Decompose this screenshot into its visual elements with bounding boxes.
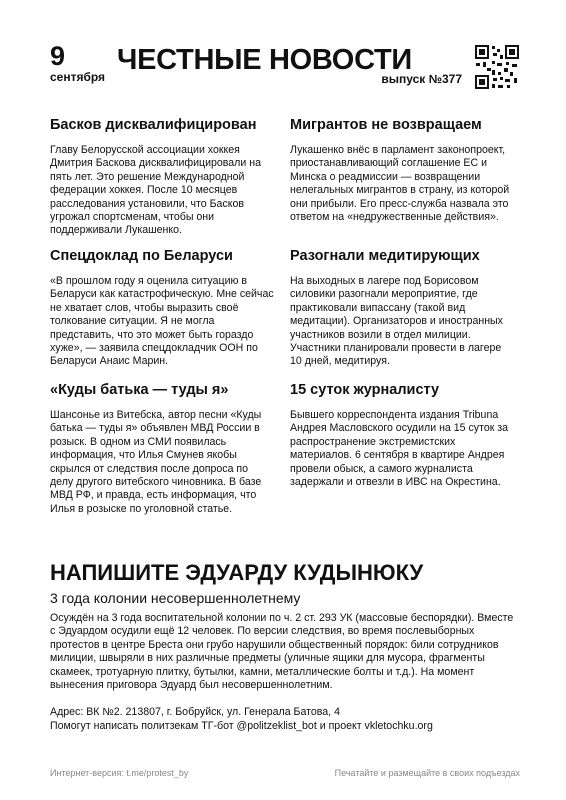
issue-day: 9 [50,41,66,71]
article-title: 15 суток журналисту [290,382,440,398]
article [50,381,274,516]
appeal-contacts [50,706,520,733]
appeal-title: НАПИШИТЕ ЭДУАРДУ КУДЫНЮКУ [50,560,424,585]
article-body: Шансонье из Витебска, автор песни «Куды батька — туды я» объявлен МВД России в розыск. В одном из СМИ появилась информация, что Илья Смунев якобы скрылся от следствия после допроса по делу другого витебского чиновника. В базе МВД РФ, и правда, есть информация, что Илья в розыске по уголовной статье. [50,409,262,515]
article-body: На выходных в лагере под Борисовом силовики разогнали мероприятие, где практиковали випассану (такой вид медитации). Организаторов и иностранных участников возили в отдел милиции. Участники планировали провести в лагере 10 дней, медитируя. [290,275,503,368]
print-note: Печатайте и размещайте в своих подъездах [334,768,520,778]
article-body: Лукашенко внёс в парламент законопроект, приостанавливающий соглашение ЕС и Минска о реадмиссии — возвращении нелегальных мигрантов в страну, из которой они прибыли. Его пресс-служба назвала это ответом на «недружественные действия». [290,144,510,224]
appeal-subtitle: 3 года колонии несовершеннолетнему [50,590,301,606]
article [50,116,274,238]
article-title: Басков дисквалифицирован [50,117,257,133]
appeal-section [50,560,520,733]
article [50,247,274,369]
qr-code-icon [474,44,520,90]
article-title: Разогнали медитирующих [290,248,480,264]
article-title: «Куды батька — туды я» [50,382,229,398]
prison-address: Адрес: ВК №2. 213807, г. Бобруйск, ул. Генерала Батова, 4 [50,706,340,719]
article-title: Мигрантов не возвращаем [290,117,482,133]
article-title: Спецдоклад по Беларуси [50,248,233,264]
appeal-body: Осуждён на 3 года воспитательной колонии по ч. 2 ст. 293 УК (массовые беспорядки). Вместе с Эдуардом осудили ещё 12 человек. По версии следствия, во время послевыборных протестов в центре Бреста они грубо нарушили общественный порядок: били сотрудников милиции, швыряли в них различные предметы (уличные ящики для мусора, фрагменты скамеек, тротуарную плитку, бутылки, камни, металлические болты и т.д.). На момент вынесения приговора Эдуард был несовершеннолетним. [50,612,514,692]
masthead [50,40,520,90]
issue-number: выпуск №377 [381,72,462,86]
web-version-link[interactable]: Интернет-версия: t.me/protest_by [50,768,189,778]
newspaper-title: ЧЕСТНЫЕ НОВОСТИ [117,44,412,76]
article [290,247,514,369]
article [290,116,514,224]
article-body: Главу Белорусской ассоциации хоккея Дмитрия Баскова дисквалифицировали на пять лет. Это решение Международной федерации хоккея. После 10 месяцев расследования установили, что Басков угрожал спортсменам, чтобы они поддерживали Лукашенко. [50,144,261,237]
help-note: Помогут написать политзекам ТГ-бот @politzeklist_bot и проект vkletochku.org [50,719,433,732]
article [290,381,514,489]
article-body: Бывшего корреспондента издания Tribuna Андрея Масловского осудили на 15 суток за распространение экстремистских материалов. 6 сентября в квартире Андрея провели обыск, а самого журналиста задержали и отвезли в ИВС на Окрестина. [290,409,509,489]
article-body: «В прошлом году я оценила ситуацию в Беларуси как катастрофическую. Мне сейчас не хватает слов, чтобы выразить своё толкование ситуации. Я не могла представить, что это может быть гораздо хуже», — заявила спецдокладчик ООН по Беларуси Анаис Марин. [50,275,274,368]
issue-month: сентября [50,70,106,84]
